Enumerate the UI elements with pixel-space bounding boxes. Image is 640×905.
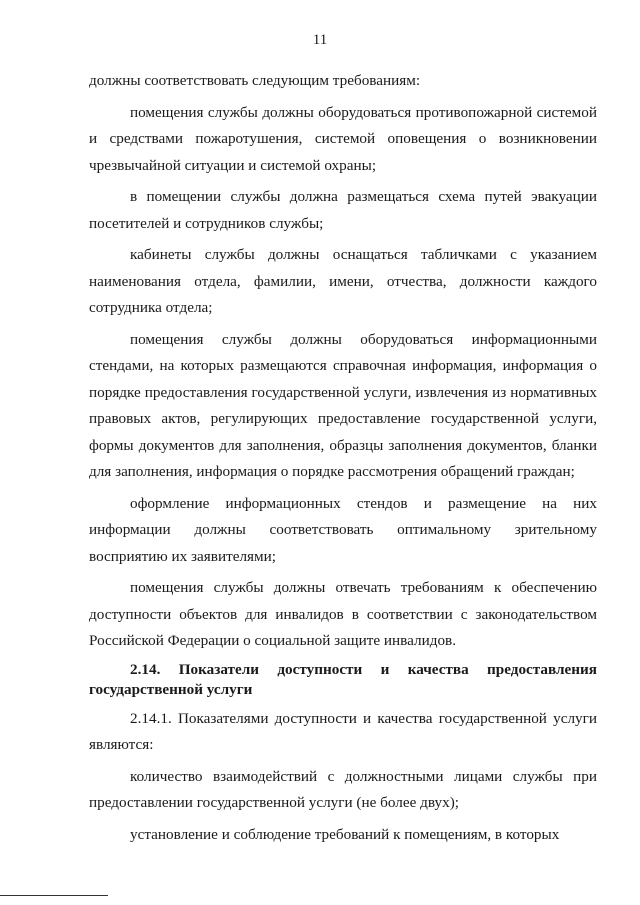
paragraph: должны соответствовать следующим требованиям: xyxy=(89,72,421,89)
paragraph: установление и соблюдение требований к помещениям, в которых xyxy=(130,825,560,843)
paragraph: помещения службы должны оборудоваться противопожарной системой и средствами пожаротушения, системой оповещения о возникновении чрезвычайной ситуации и системой охраны; xyxy=(89,103,597,174)
paragraph: количество взаимодействий с должностными лицами службы при предоставлении государственной услуги (не более двух); xyxy=(89,767,597,811)
page-number: 11 xyxy=(312,32,328,48)
paragraph: оформление информационных стендов и размещение на них информации должны соответствовать оптимальному зрительному восприятию их заявителями; xyxy=(89,494,597,565)
section-heading: 2.14. Показатели доступности и качества предоставления государственной услуги xyxy=(89,660,597,698)
footer-divider xyxy=(0,895,108,896)
paragraph: в помещении службы должна размещаться схема путей эвакуации посетителей и сотрудников службы; xyxy=(89,188,597,232)
paragraph: кабинеты службы должны оснащаться табличками с указанием наименования отдела, фамилии, имени, отчества, должности каждого сотрудника отдела; xyxy=(89,246,597,316)
paragraph: помещения службы должны оборудоваться информационными стендами, на которых размещаются справочная информация, информация о порядке предоставления государственной услуги, извлечения из нормативных правовых актов, регулирующих предоставление государственной услуги, формы документов для заполнения, образцы заполнения документов, бланки для заполнения, информация о порядке рассмотрения обращений граждан; xyxy=(89,330,597,480)
paragraph: 2.14.1. Показателями доступности и качества государственной услуги являются: xyxy=(89,709,597,753)
page-body xyxy=(89,68,597,853)
paragraph: помещения службы должны отвечать требованиям к обеспечению доступности объектов для инвалидов в соответствии с законодательством Российской Федерации о социальной защите инвалидов. xyxy=(89,579,597,649)
